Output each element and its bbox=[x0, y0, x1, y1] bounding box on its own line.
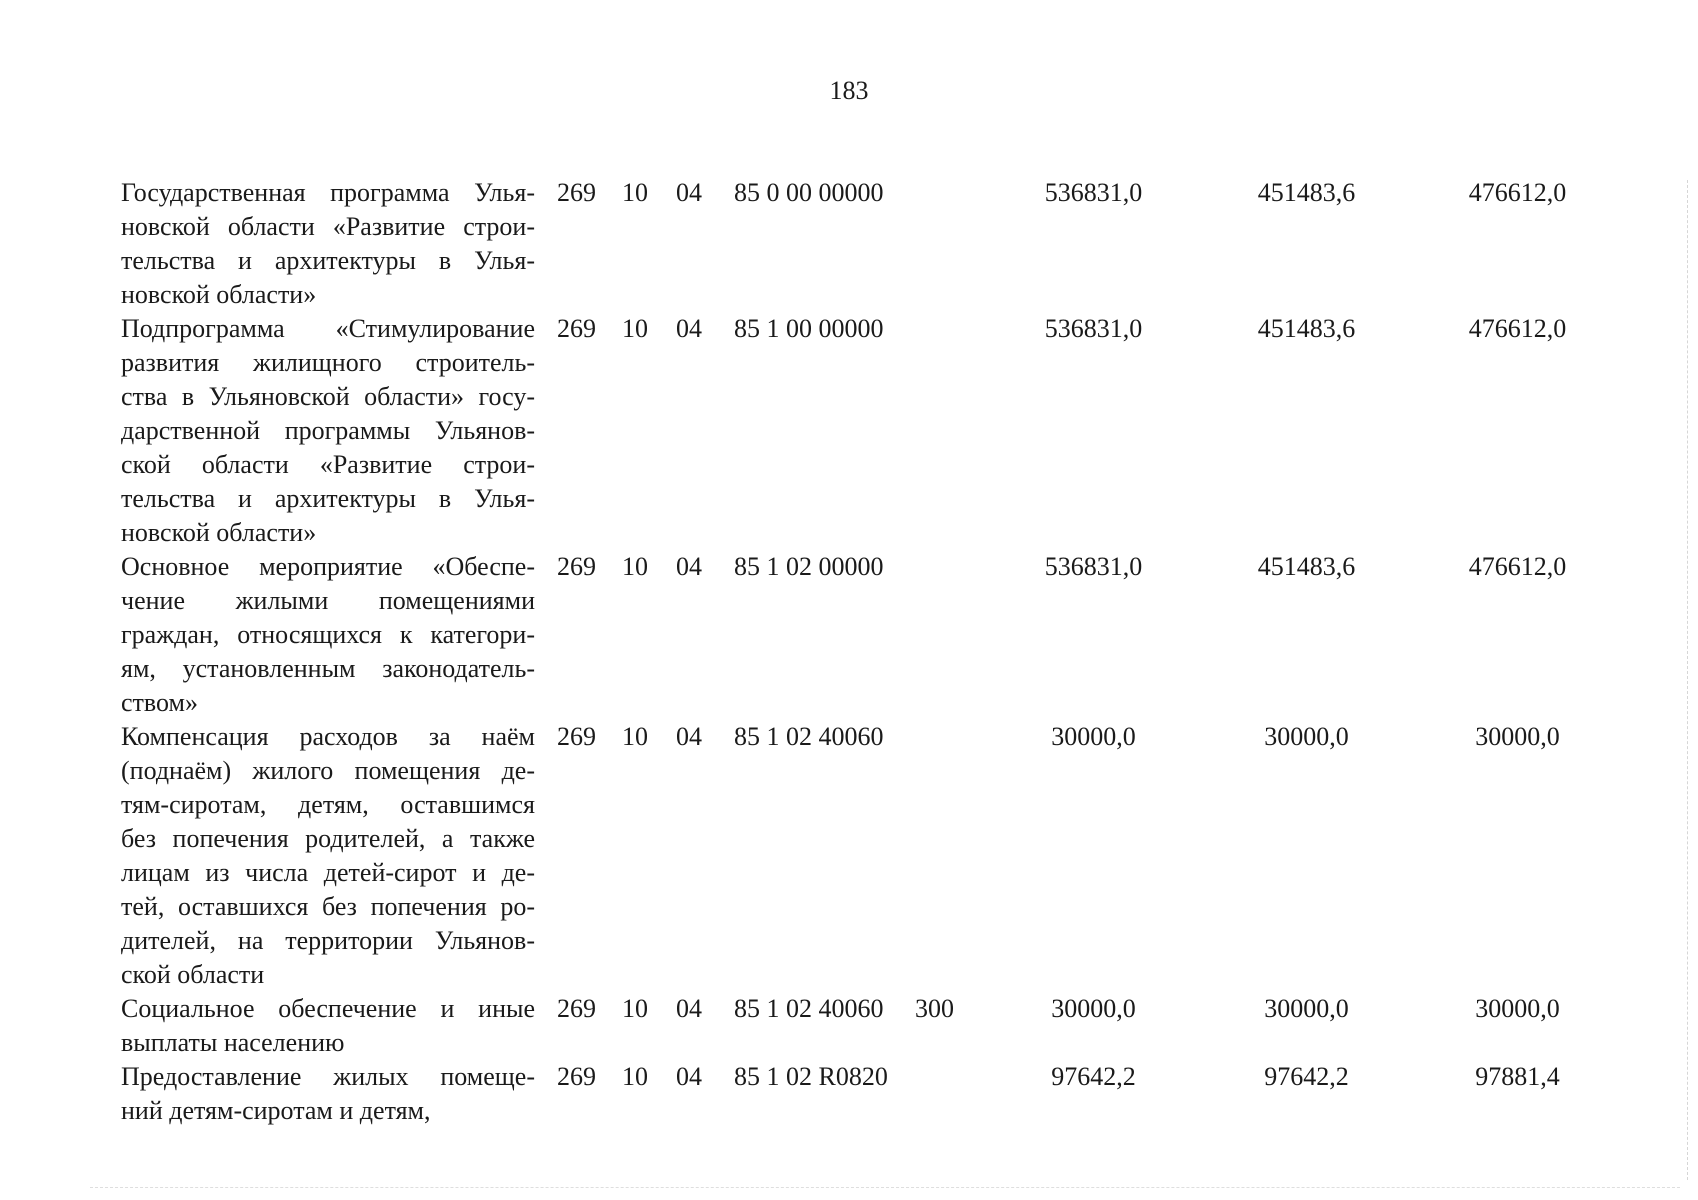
row-name-line: Предоставление жилых помеще- bbox=[121, 1062, 535, 1091]
row-name-line: (поднаём) жилого помещения де- bbox=[121, 756, 535, 785]
subsection-code: 04 bbox=[676, 1062, 702, 1091]
admin-code: 269 bbox=[557, 552, 596, 581]
amount-year-3: 476612,0 bbox=[1468, 178, 1567, 207]
section-code: 10 bbox=[622, 1062, 648, 1091]
row-name-line: Основное мероприятие «Обеспе- bbox=[121, 552, 535, 581]
row-name-line: лицам из числа детей-сирот и де- bbox=[121, 858, 535, 887]
amount-year-2: 451483,6 bbox=[1257, 178, 1356, 207]
row-name bbox=[121, 992, 535, 1060]
admin-code: 269 bbox=[557, 722, 596, 751]
budget-table bbox=[121, 176, 1581, 1128]
row-name-line: Компенсация расходов за наём bbox=[121, 722, 535, 751]
section-code: 10 bbox=[622, 994, 648, 1023]
row-name-line: дителей, на территории Ульянов- bbox=[121, 926, 535, 955]
amount-year-1: 536831,0 bbox=[1044, 178, 1143, 207]
subsection-code: 04 bbox=[676, 314, 702, 343]
admin-code: 269 bbox=[557, 314, 596, 343]
row-name-line: без попечения родителей, а также bbox=[121, 824, 535, 853]
row-name-line: новской области» bbox=[121, 518, 317, 547]
admin-code: 269 bbox=[557, 178, 596, 207]
amount-year-3: 97881,4 bbox=[1475, 1062, 1560, 1091]
row-name-line: ской области bbox=[121, 960, 265, 989]
amount-year-1: 30000,0 bbox=[1051, 994, 1136, 1023]
amount-year-1: 97642,2 bbox=[1051, 1062, 1136, 1091]
amount-year-2: 30000,0 bbox=[1264, 722, 1349, 751]
row-name-line: ской области «Развитие строи- bbox=[121, 450, 535, 479]
subsection-code: 04 bbox=[676, 552, 702, 581]
row-name-line: новской области» bbox=[121, 280, 317, 309]
row-name-line: развития жилищного строитель- bbox=[121, 348, 535, 377]
amount-year-3: 476612,0 bbox=[1468, 314, 1567, 343]
row-name-line: ством» bbox=[121, 688, 198, 717]
amount-year-2: 30000,0 bbox=[1264, 994, 1349, 1023]
scan-bottom-artifact bbox=[90, 1186, 1680, 1188]
target-article-code: 85 1 02 40060 bbox=[734, 994, 884, 1023]
amount-year-2: 97642,2 bbox=[1264, 1062, 1349, 1091]
table-row bbox=[121, 720, 1581, 992]
amount-year-3: 476612,0 bbox=[1468, 552, 1567, 581]
target-article-code: 85 1 02 40060 bbox=[734, 722, 884, 751]
row-name bbox=[121, 176, 535, 312]
row-name-line: новской области «Развитие строи- bbox=[121, 212, 535, 241]
row-name bbox=[121, 550, 535, 720]
row-name-line: дарственной программы Ульянов- bbox=[121, 416, 535, 445]
section-code: 10 bbox=[622, 552, 648, 581]
amount-year-3: 30000,0 bbox=[1475, 994, 1560, 1023]
target-article-code: 85 1 02 R0820 bbox=[734, 1062, 888, 1091]
row-name-line: тельства и архитектуры в Улья- bbox=[121, 246, 535, 275]
row-name bbox=[121, 312, 535, 550]
amount-year-1: 536831,0 bbox=[1044, 552, 1143, 581]
amount-year-1: 536831,0 bbox=[1044, 314, 1143, 343]
row-name-line: ства в Ульяновской области» госу- bbox=[121, 382, 535, 411]
section-code: 10 bbox=[622, 722, 648, 751]
row-name-line: Государственная программа Улья- bbox=[121, 178, 535, 207]
row-name-line: чение жилыми помещениями bbox=[121, 586, 535, 615]
expense-type-code: 300 bbox=[915, 994, 954, 1023]
row-name-line: Подпрограмма «Стимулирование bbox=[121, 314, 535, 343]
table-row bbox=[121, 550, 1581, 720]
table-row bbox=[121, 176, 1581, 312]
table-row bbox=[121, 1060, 1581, 1128]
row-name-line: тей, оставшихся без попечения ро- bbox=[121, 892, 535, 921]
row-name bbox=[121, 1060, 535, 1128]
amount-year-1: 30000,0 bbox=[1051, 722, 1136, 751]
subsection-code: 04 bbox=[676, 994, 702, 1023]
row-name-line: ям, установленным законодатель- bbox=[121, 654, 535, 683]
amount-year-3: 30000,0 bbox=[1475, 722, 1560, 751]
row-name-line: граждан, относящихся к категори- bbox=[121, 620, 535, 649]
subsection-code: 04 bbox=[676, 722, 702, 751]
target-article-code: 85 0 00 00000 bbox=[734, 178, 884, 207]
section-code: 10 bbox=[622, 314, 648, 343]
admin-code: 269 bbox=[557, 1062, 596, 1091]
row-name bbox=[121, 720, 535, 992]
row-name-line: тельства и архитектуры в Улья- bbox=[121, 484, 535, 513]
scan-edge-artifact bbox=[1686, 180, 1688, 1180]
target-article-code: 85 1 02 00000 bbox=[734, 552, 884, 581]
page-number: 183 bbox=[829, 76, 869, 105]
table-row bbox=[121, 992, 1581, 1060]
table-row bbox=[121, 312, 1581, 550]
subsection-code: 04 bbox=[676, 178, 702, 207]
admin-code: 269 bbox=[557, 994, 596, 1023]
section-code: 10 bbox=[622, 178, 648, 207]
row-name-line: ний детям-сиротам и детям, bbox=[121, 1096, 431, 1125]
row-name-line: тям-сиротам, детям, оставшимся bbox=[121, 790, 535, 819]
amount-year-2: 451483,6 bbox=[1257, 552, 1356, 581]
target-article-code: 85 1 00 00000 bbox=[734, 314, 884, 343]
amount-year-2: 451483,6 bbox=[1257, 314, 1356, 343]
row-name-line: выплаты населению bbox=[121, 1028, 345, 1057]
row-name-line: Социальное обеспечение и иные bbox=[121, 994, 535, 1023]
